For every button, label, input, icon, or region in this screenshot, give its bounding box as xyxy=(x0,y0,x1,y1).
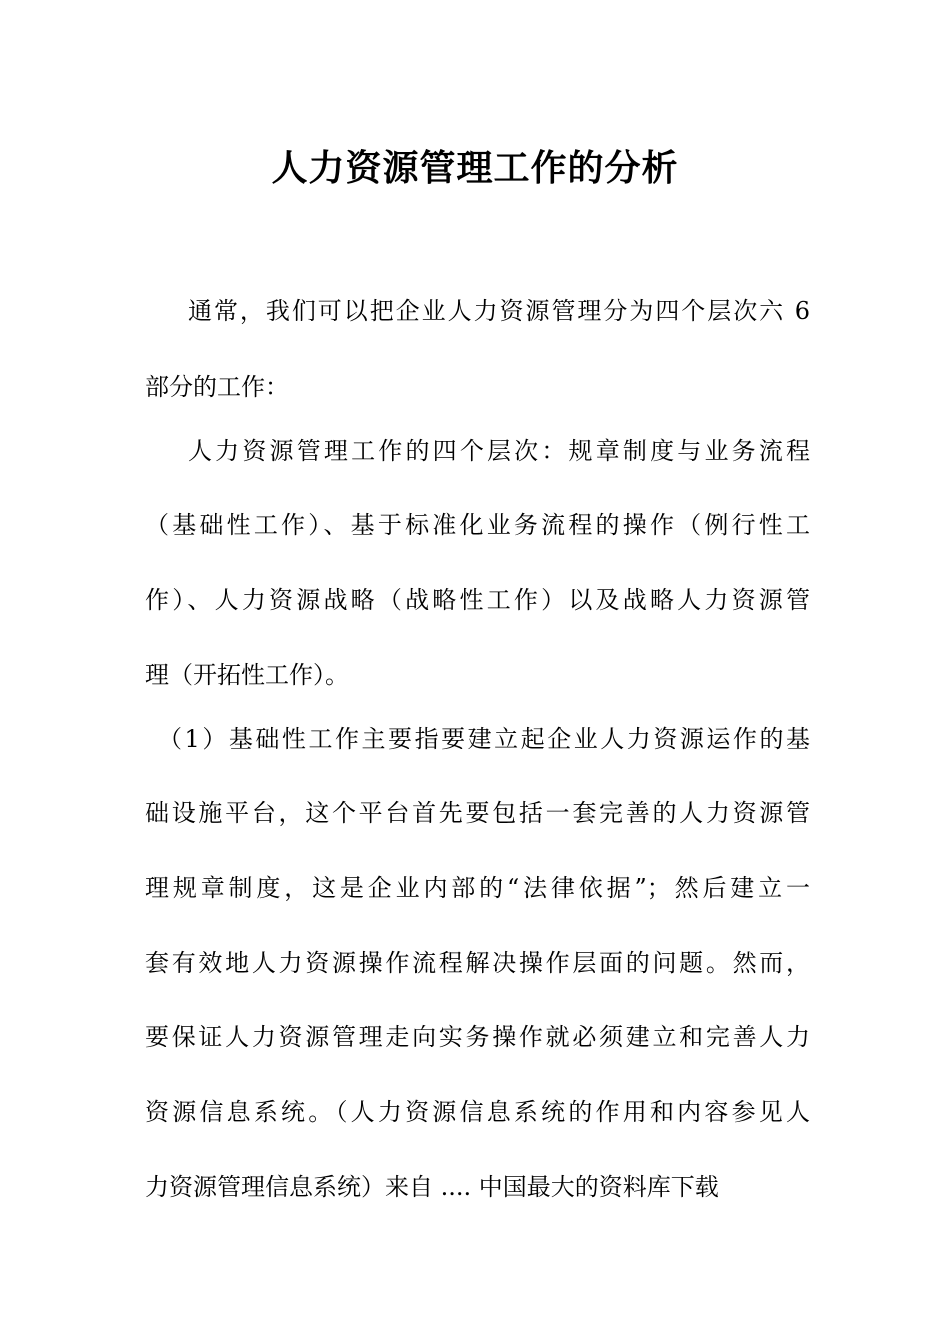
text-line: 作）、人力资源战略（战略性工作）以及战略人力资源管 xyxy=(145,586,810,614)
text-line: 要保证人力资源管理走向实务操作就必须建立和完善人力 xyxy=(145,1023,810,1051)
text-line: （基础性工作）、基于标准化业务流程的操作（例行性工 xyxy=(145,511,810,539)
text-line: 资源信息系统。（人力资源信息系统的作用和内容参见人 xyxy=(145,1098,810,1126)
text-line: 部分的工作： xyxy=(145,373,289,401)
text-line: 套有效地人力资源操作流程解决操作层面的问题。然而， xyxy=(145,949,810,977)
text-line: 人力资源管理工作的四个层次：规章制度与业务流程 xyxy=(188,437,810,465)
text-line: 理规章制度，这是企业内部的“法律依据”；然后建立一 xyxy=(145,874,810,902)
text-line: 通常，我们可以把企业人力资源管理分为四个层次六 6 xyxy=(188,297,810,325)
text-line: （1）基础性工作主要指要建立起企业人力资源运作的基 xyxy=(158,725,810,753)
text-line: 础设施平台，这个平台首先要包括一套完善的人力资源管 xyxy=(145,799,810,827)
text-line: 理（开拓性工作）。 xyxy=(145,661,349,689)
document-title: 人力资源管理工作的分析 xyxy=(271,147,679,189)
text-line: 力资源管理信息系统）来自 .... 中国最大的资料库下载 xyxy=(145,1173,719,1201)
